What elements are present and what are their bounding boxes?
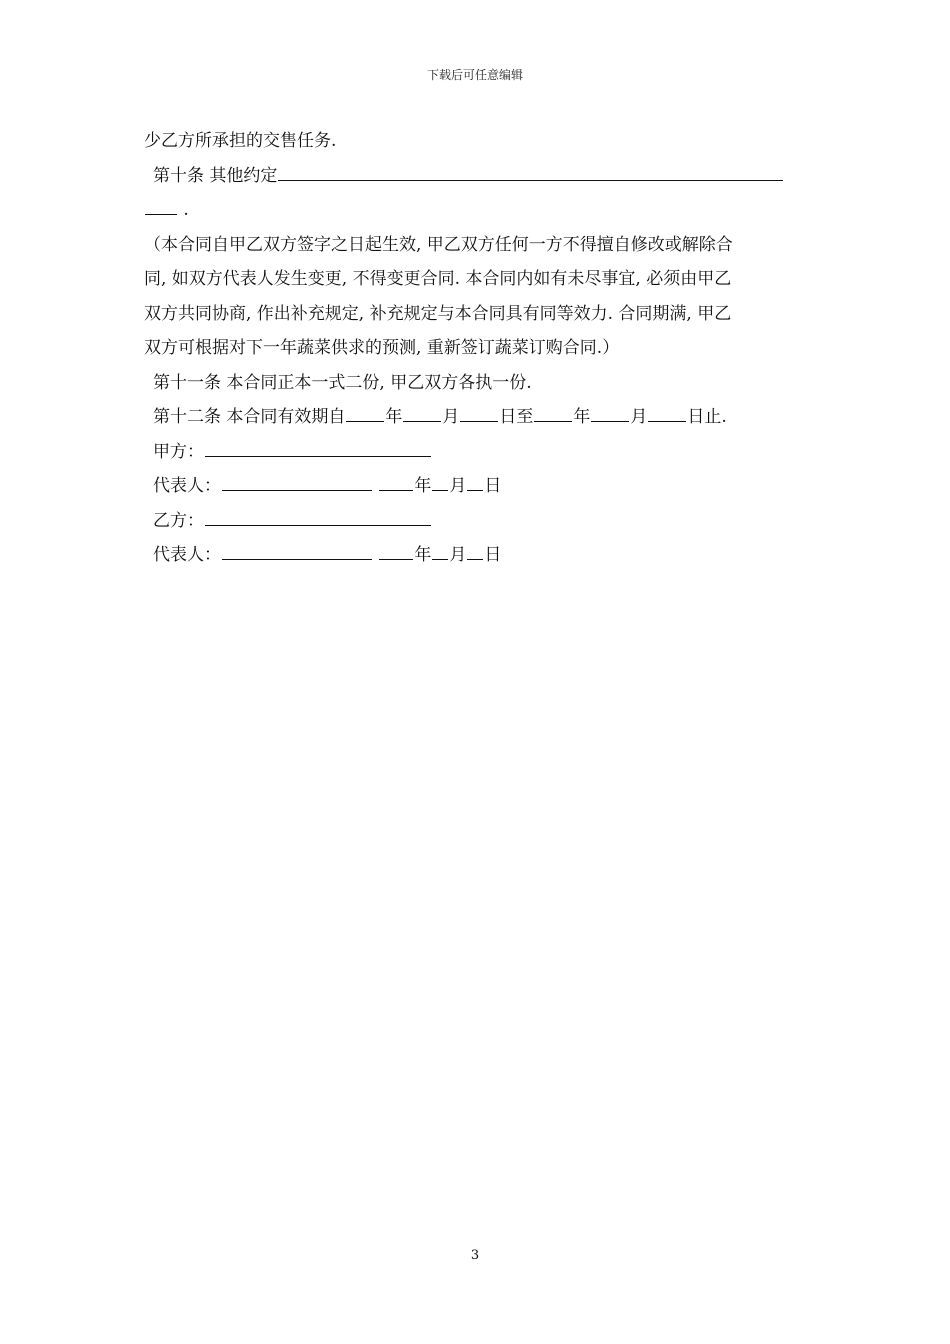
blank-field (591, 407, 629, 422)
signature-field (222, 476, 372, 491)
day-label: 日 (484, 545, 502, 565)
blank-field (648, 407, 686, 422)
month-label: 月 (449, 476, 467, 496)
article-10-label: 第十条 其他约定 (153, 165, 278, 186)
month-label: 月 (442, 407, 460, 427)
paragraph-line: 双方共同协商, 作出补充规定, 补充规定与本合同具有同等效力. 合同期满, 甲乙 (144, 303, 732, 324)
article-10-end: . (183, 200, 189, 220)
blank-field (278, 166, 783, 181)
blank-field (467, 545, 483, 560)
party-a-line (144, 435, 806, 470)
party-b-line (144, 504, 806, 539)
representative-b-line (144, 538, 806, 573)
year-label: 年 (385, 407, 403, 427)
blank-field (460, 407, 498, 422)
article-12-label: 第十二条 本合同有效期自 (153, 407, 346, 427)
blank-field (467, 476, 483, 491)
signature-field (205, 442, 431, 457)
blank-field (403, 407, 441, 422)
document-body (144, 124, 806, 573)
representative-label: 代表人： (153, 545, 221, 565)
paragraph-line: 同, 如双方代表人发生变更, 不得变更合同. 本合同内如有未尽事宜, 必须由甲乙 (144, 269, 732, 289)
blank-field (432, 545, 448, 560)
blank-field (346, 407, 384, 422)
paragraph-line: （本合同自甲乙双方签字之日起生效, 甲乙双方任何一方不得擅自修改或解除合 (144, 234, 733, 255)
blank-field (379, 545, 413, 560)
article-11: 第十一条 本合同正本一式二份, 甲乙双方各执一份. (153, 372, 532, 393)
paragraph-line: 双方可根据对下一年蔬菜供求的预测, 重新签订蔬菜订购合同.） (144, 338, 620, 358)
article-10 (144, 159, 806, 194)
representative-a-line (144, 469, 806, 504)
article-12 (144, 400, 806, 435)
month-label: 月 (449, 545, 467, 565)
signature-field (205, 511, 431, 526)
blank-field (432, 476, 448, 491)
day-label: 日 (484, 476, 502, 496)
article-10-continuation (144, 193, 806, 228)
party-a-label: 甲方： (153, 441, 204, 462)
page-number: 3 (470, 1248, 480, 1263)
day-to-label: 日至 (499, 407, 534, 427)
blank-field (145, 200, 177, 215)
year-label: 年 (414, 476, 432, 496)
blank-field (534, 407, 572, 422)
blank-field (379, 476, 413, 491)
party-b-label: 乙方： (153, 510, 204, 531)
month-label: 月 (630, 407, 648, 427)
signature-field (222, 545, 372, 560)
representative-label: 代表人： (153, 476, 221, 496)
year-label: 年 (573, 407, 591, 427)
page-header: 下载后可任意编辑 (426, 68, 523, 82)
year-label: 年 (414, 545, 432, 565)
paragraph-line: 少乙方所承担的交售任务. (144, 131, 337, 151)
end-label: 日止. (687, 407, 727, 427)
